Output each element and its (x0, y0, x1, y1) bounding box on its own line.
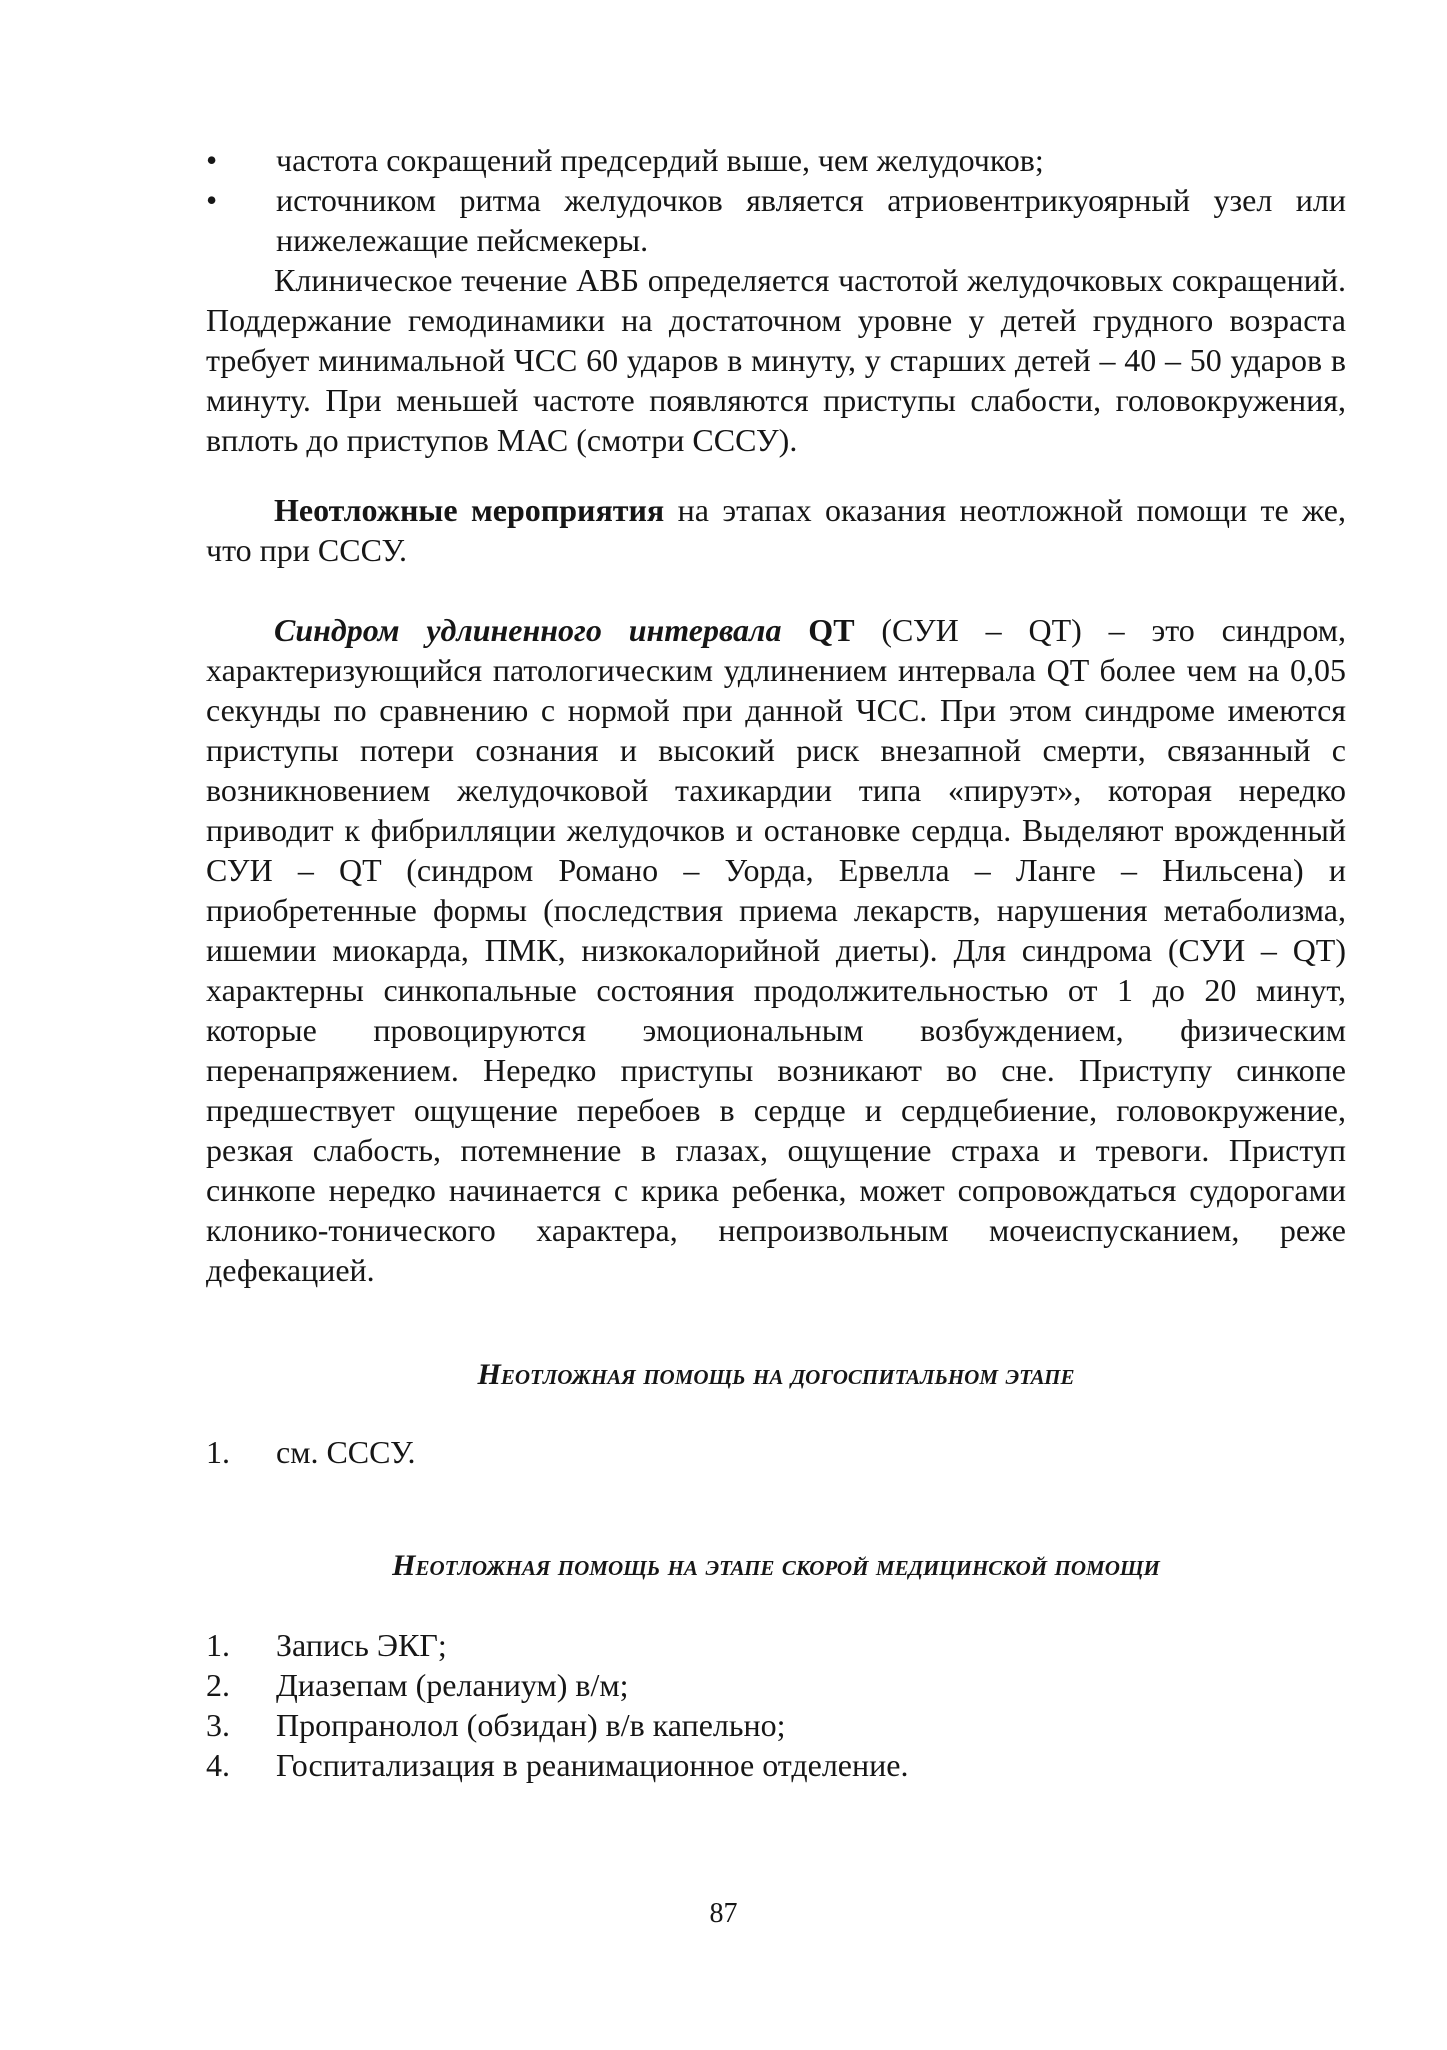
bullet-text: частота сокращений предсердий выше, чем желудочков; (276, 142, 1044, 178)
list-item-text: Запись ЭКГ; (276, 1627, 447, 1663)
list-item-text: Пропранолол (обзидан) в/в капельно; (276, 1707, 786, 1743)
prehospital-list (206, 1432, 1346, 1472)
bullet-text: источником ритма желудочков является атриовентрикуоярный узел или нижележащие пейсмекеры. (276, 182, 1346, 258)
list-item (206, 1665, 1346, 1705)
list-item (206, 1625, 1346, 1665)
bullet-list (206, 140, 1346, 260)
list-number: 4. (206, 1747, 230, 1783)
list-item (206, 1745, 1346, 1785)
urgent-measures-term: Неотложные мероприятия (274, 492, 665, 528)
bullet-marker: • (206, 182, 218, 218)
heading-prehospital: Неотложная помощь на догоспитальном этапе (477, 1358, 1075, 1391)
ambulance-list (206, 1625, 1346, 1785)
bullet-marker: • (206, 142, 218, 178)
list-item (206, 140, 1346, 180)
qt-abbreviation: QT (781, 612, 855, 648)
list-item (206, 1432, 1346, 1472)
page-number: 87 (709, 1898, 738, 1929)
list-item-text: Госпитализация в реанимационное отделение. (276, 1747, 909, 1783)
list-number: 1. (206, 1627, 230, 1663)
paragraph-avb (206, 260, 1346, 460)
paragraph-urgent-measures (206, 490, 1346, 570)
list-item-text: Диазепам (реланиум) в/м; (276, 1667, 629, 1703)
list-number: 1. (206, 1434, 230, 1470)
paragraph-qt-syndrome (206, 610, 1346, 1290)
list-item-text: см. СССУ. (276, 1434, 416, 1470)
qt-syndrome-text: (СУИ – QT) – это синдром, характеризующийся патологическим удлинением интервала QT более чем на 0,05 секунды по сравнению с нормой при данной ЧСС. При этом синдроме имеются приступы потери сознания и высокий риск внезапной смерти, связанный с возникновением желудочковой тахикардии типа «пируэт», которая нередко приводит к фибрилляции желудочков и остановке сердца. Выделяют врожденный СУИ – QT (синдром Романо – Уорда, Ервелла – Ланге – Нильсена) и приобретенные формы (последствия приема лекарств, нарушения метаболизма, ишемии миокарда, ПМК, низкокалорийной диеты). Для синдрома (СУИ – QT) характерны синкопальные состояния продолжительностью от 1 до 20 минут, которые провоцируются эмоциональным возбуждением, физическим перенапряжением. Нередко приступы возникают во сне. Приступу синкопе предшествует ощущение перебоев в сердце и сердцебиение, головокружение, резкая слабость, потемнение в глазах, ощущение страха и тревоги. Приступ синкопе нередко начинается с крика ребенка, может сопровождаться судорогами клонико-тонического характера, непроизвольным мочеиспусканием, реже дефекацией. (206, 612, 1347, 1288)
list-number: 3. (206, 1707, 230, 1743)
list-item (206, 180, 1346, 260)
urgent-measures-text: на этапах оказания неотложной помощи те же, что при СССУ. (206, 492, 1347, 568)
heading-ambulance: Неотложная помощь на этапе скорой медицинской помощи (392, 1549, 1160, 1582)
paragraph-avb-text: Клиническое течение АВБ определяется частотой желудочковых сокращений. Поддержание гемодинамики на достаточном уровне у детей грудного возраста требует минимальной ЧСС 60 ударов в минуту, у старших детей – 40 – 50 ударов в минуту. При меньшей частоте появляются приступы слабости, головокружения, вплоть до приступов МАС (смотри СССУ). (206, 262, 1346, 458)
list-number: 2. (206, 1667, 230, 1703)
qt-syndrome-term: Синдром удлиненного интервала (274, 612, 782, 648)
list-item (206, 1705, 1346, 1745)
